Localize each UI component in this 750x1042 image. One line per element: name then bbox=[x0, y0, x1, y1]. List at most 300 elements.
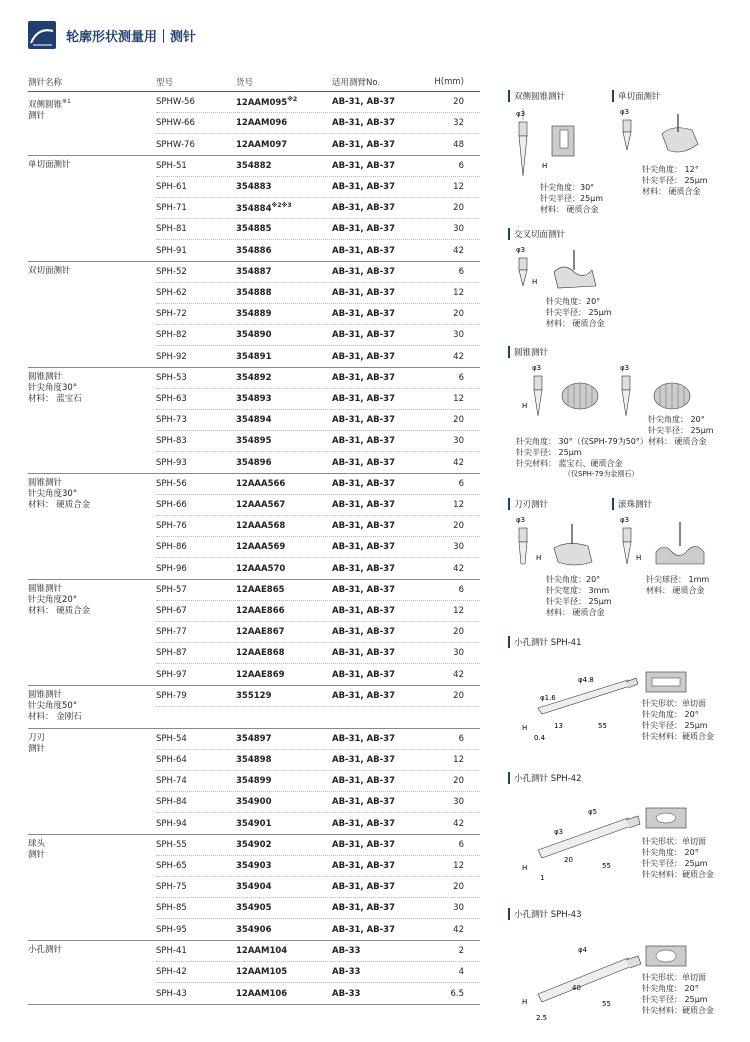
panel-knife-edge bbox=[508, 498, 618, 618]
table-row bbox=[156, 240, 480, 261]
cell-h bbox=[420, 415, 464, 425]
group-name-line: 针尖角度50° bbox=[28, 701, 78, 711]
dim-label: φ1.6 bbox=[540, 694, 556, 702]
col-arm: 适用测臂No. bbox=[332, 77, 381, 88]
cell-h-text: 6 bbox=[458, 161, 464, 171]
table-row bbox=[156, 813, 480, 834]
table-row bbox=[156, 877, 480, 898]
cell-model-text: SPH-86 bbox=[156, 542, 187, 552]
cell-code-text: 354886 bbox=[236, 245, 272, 256]
group-name bbox=[28, 941, 156, 1004]
cell-code bbox=[236, 627, 332, 637]
cell-arm bbox=[332, 309, 420, 319]
cell-code-text: 354883 bbox=[236, 182, 272, 192]
cell-model bbox=[156, 182, 236, 192]
spec-line: 针尖半径：25μm bbox=[540, 194, 604, 203]
cell-code-text: 354888 bbox=[236, 288, 272, 298]
cell-model bbox=[156, 224, 236, 234]
cell-model bbox=[156, 436, 236, 446]
cell-model-text: SPH-77 bbox=[156, 627, 187, 637]
cell-arm bbox=[332, 755, 420, 765]
group-name-line: 圆锥测针 bbox=[28, 372, 63, 382]
group-name bbox=[28, 686, 156, 728]
table-group bbox=[28, 262, 480, 368]
table-row bbox=[156, 643, 480, 664]
dim-label: φ4.8 bbox=[578, 676, 594, 684]
table-row bbox=[156, 983, 480, 1004]
cell-h-text: 48 bbox=[453, 139, 464, 150]
cell-h-text: 32 bbox=[453, 118, 464, 128]
cell-arm-text: AB-31, AB-37 bbox=[332, 309, 396, 319]
cell-code bbox=[236, 96, 332, 108]
cell-h bbox=[420, 309, 464, 319]
cell-arm bbox=[332, 542, 420, 552]
single-cut-stylus-icon bbox=[612, 104, 712, 162]
cell-arm-text: AB-31, AB-37 bbox=[332, 288, 396, 298]
cell-arm bbox=[332, 776, 420, 786]
cell-model-text: SPH-54 bbox=[156, 734, 187, 744]
cell-model bbox=[156, 542, 236, 552]
cross-cut-stylus-icon bbox=[508, 242, 608, 294]
table-row bbox=[156, 622, 480, 643]
table-row bbox=[156, 346, 480, 367]
table-row bbox=[156, 262, 480, 283]
cell-model bbox=[156, 925, 236, 935]
cell-model-text: SPH-55 bbox=[156, 840, 187, 850]
cell-arm-text: AB-31, AB-37 bbox=[332, 457, 396, 468]
cell-h bbox=[420, 734, 464, 744]
cell-model bbox=[156, 755, 236, 765]
cell-h bbox=[420, 246, 464, 256]
cell-model bbox=[156, 330, 236, 340]
cell-code-text: 354892 bbox=[236, 373, 272, 383]
cell-model-text: SPH-81 bbox=[156, 224, 187, 234]
dim-label: 40 bbox=[572, 984, 581, 992]
cell-code bbox=[236, 161, 332, 171]
table-row bbox=[156, 962, 480, 983]
cell-arm-text: AB-31, AB-37 bbox=[332, 691, 396, 701]
cell-h-text: 42 bbox=[453, 818, 464, 829]
spec-line: 针尖材料：硬质合金 bbox=[642, 732, 714, 741]
cell-arm bbox=[332, 670, 420, 680]
group-name-line: 圆锥测针 bbox=[28, 478, 63, 488]
cell-code-text: 354906 bbox=[236, 924, 272, 935]
cell-model-text: SPH-67 bbox=[156, 606, 187, 616]
spec-line: 针尖半径： 25μm bbox=[648, 426, 714, 435]
cell-h bbox=[420, 458, 464, 468]
panel-title: 圆锥测针 bbox=[508, 346, 738, 358]
cell-h bbox=[420, 670, 464, 680]
cell-model-text: SPHW-76 bbox=[156, 139, 195, 150]
double-cone-stylus-icon bbox=[508, 106, 588, 186]
dim-label: 55 bbox=[602, 862, 611, 870]
cell-model-text: SPHW-56 bbox=[156, 97, 195, 107]
cell-h-text: 12 bbox=[453, 861, 464, 871]
cell-arm bbox=[332, 500, 420, 510]
cell-code-text: 354899 bbox=[236, 776, 272, 786]
dim-label: 0.4 bbox=[534, 734, 546, 742]
cell-model bbox=[156, 840, 236, 850]
cell-h-text: 6 bbox=[458, 840, 464, 850]
cell-arm bbox=[332, 734, 420, 744]
cell-h bbox=[420, 224, 464, 234]
cell-model-text: SPH-96 bbox=[156, 563, 187, 574]
cell-arm bbox=[332, 330, 420, 340]
cell-h-text: 30 bbox=[453, 542, 464, 552]
cell-model bbox=[156, 352, 236, 362]
col-name: 测针名称 bbox=[28, 77, 63, 88]
table-row bbox=[156, 134, 480, 155]
cell-code bbox=[236, 288, 332, 298]
cell-arm-text: AB-31, AB-37 bbox=[332, 797, 396, 807]
cell-h bbox=[420, 925, 464, 935]
cell-arm bbox=[332, 564, 420, 574]
cell-code-text: 12AAE869 bbox=[236, 669, 285, 680]
cell-code-text: 354893 bbox=[236, 394, 272, 404]
spec-line: 针尖材料：硬质合金 bbox=[642, 1006, 714, 1015]
cell-h bbox=[420, 542, 464, 552]
group-name-line: 球头 bbox=[28, 839, 46, 849]
cell-h-text: 6 bbox=[458, 585, 464, 595]
cell-h-text: 30 bbox=[453, 797, 464, 807]
cell-h-text: 20 bbox=[453, 627, 464, 637]
cell-arm bbox=[332, 585, 420, 595]
cell-model bbox=[156, 479, 236, 489]
cell-arm bbox=[332, 627, 420, 637]
cell-arm-text: AB-31, AB-37 bbox=[332, 903, 396, 913]
cell-arm-text: AB-31, AB-37 bbox=[332, 373, 396, 383]
cell-arm bbox=[332, 352, 420, 362]
cell-code bbox=[236, 670, 332, 680]
cell-arm bbox=[332, 946, 420, 956]
cell-model bbox=[156, 140, 236, 150]
group-name-line: 刀刃 bbox=[28, 733, 46, 743]
cell-model-text: SPH-75 bbox=[156, 882, 187, 892]
cell-h bbox=[420, 521, 464, 531]
panel-single-cut bbox=[612, 90, 732, 197]
cell-arm-text: AB-31, AB-37 bbox=[332, 606, 396, 616]
cell-model-text: SPHW-66 bbox=[156, 118, 195, 128]
cell-h-text: 30 bbox=[453, 224, 464, 234]
cell-arm-text: AB-31, AB-37 bbox=[332, 585, 396, 595]
table-row bbox=[156, 304, 480, 325]
panel-sph42 bbox=[508, 772, 738, 886]
dim-dia: φ3 bbox=[516, 516, 526, 524]
cell-arm bbox=[332, 373, 420, 383]
cell-code bbox=[236, 373, 332, 383]
cell-code bbox=[236, 776, 332, 786]
cell-arm bbox=[332, 521, 420, 531]
cell-code-text: 354891 bbox=[236, 351, 272, 362]
cell-arm-text: AB-31, AB-37 bbox=[332, 203, 396, 213]
table-row bbox=[156, 219, 480, 240]
cell-code-text: 12AAE866 bbox=[236, 606, 285, 616]
spec-line: 针尖角度： 20° bbox=[648, 415, 705, 424]
table-row bbox=[156, 707, 480, 728]
cell-h-text: 12 bbox=[453, 755, 464, 765]
table-row bbox=[156, 835, 480, 856]
spec-line: 针尖角度： 20° bbox=[642, 984, 699, 993]
cell-arm bbox=[332, 97, 420, 107]
cell-arm-text: AB-31, AB-37 bbox=[332, 648, 396, 658]
cell-code bbox=[236, 267, 332, 277]
cell-arm bbox=[332, 606, 420, 616]
cell-h bbox=[420, 946, 464, 956]
cell-model bbox=[156, 500, 236, 510]
cell-code-text: 354882 bbox=[236, 161, 272, 171]
cell-h-text: 20 bbox=[453, 203, 464, 213]
cell-arm-text: AB-31, AB-37 bbox=[332, 840, 396, 850]
cell-h bbox=[420, 585, 464, 595]
cell-model-text: SPH-64 bbox=[156, 755, 187, 765]
cell-arm-text: AB-31, AB-37 bbox=[332, 627, 396, 637]
cell-arm-text: AB-33 bbox=[332, 988, 361, 999]
cell-arm bbox=[332, 118, 420, 128]
cell-model-text: SPH-74 bbox=[156, 776, 187, 786]
dim-h: H bbox=[542, 162, 548, 170]
cell-code-text: 12AAE865 bbox=[236, 585, 285, 595]
panel-title: 小孔测针 SPH-42 bbox=[508, 772, 738, 784]
cell-arm bbox=[332, 479, 420, 489]
cell-model-text: SPH-61 bbox=[156, 182, 187, 192]
cell-model bbox=[156, 267, 236, 277]
cell-code bbox=[236, 585, 332, 595]
cell-h bbox=[420, 755, 464, 765]
cell-arm bbox=[332, 925, 420, 935]
cell-arm-text: AB-31, AB-37 bbox=[332, 479, 396, 489]
cell-arm bbox=[332, 415, 420, 425]
cell-model-text: SPH-52 bbox=[156, 267, 187, 277]
group-name-line: 针尖角度20° bbox=[28, 595, 78, 605]
cell-code bbox=[236, 202, 332, 214]
spec-line: 针尖材料：硬质合金 bbox=[642, 870, 714, 879]
cell-arm bbox=[332, 903, 420, 913]
group-name bbox=[28, 729, 156, 834]
group-name bbox=[28, 474, 156, 579]
spec-line: 针尖角度：20° bbox=[546, 297, 601, 306]
cell-code bbox=[236, 246, 332, 256]
cell-model bbox=[156, 606, 236, 616]
cell-model bbox=[156, 670, 236, 680]
cell-arm-text: AB-31, AB-37 bbox=[332, 267, 396, 277]
cell-code bbox=[236, 925, 332, 935]
cell-code-text: 12AAM106 bbox=[236, 988, 288, 999]
cell-code bbox=[236, 946, 332, 956]
group-name-line: 针尖角度30° bbox=[28, 489, 78, 499]
spec-line: 针尖形状：单切面 bbox=[642, 973, 706, 982]
cell-model bbox=[156, 161, 236, 171]
cell-code-text: 354902 bbox=[236, 840, 272, 850]
cell-code bbox=[236, 861, 332, 871]
table-row bbox=[156, 368, 480, 389]
spec-line: 针尖角度： 12° bbox=[642, 165, 699, 174]
stylus-table bbox=[28, 72, 480, 1005]
cell-h bbox=[420, 288, 464, 298]
cell-h bbox=[420, 500, 464, 510]
dim-label: H bbox=[522, 998, 528, 1006]
cell-h bbox=[420, 330, 464, 340]
cell-code bbox=[236, 691, 332, 701]
cell-model bbox=[156, 415, 236, 425]
table-row bbox=[156, 686, 480, 707]
cell-arm bbox=[332, 267, 420, 277]
panel-sph41 bbox=[508, 636, 738, 746]
cell-code-text: 12AAA567 bbox=[236, 500, 286, 510]
cell-code bbox=[236, 458, 332, 468]
panel-ball bbox=[612, 498, 740, 596]
dim-h: H bbox=[522, 402, 528, 410]
group-name-line: 针尖角度30° bbox=[28, 383, 78, 393]
cell-h-text: 30 bbox=[453, 436, 464, 446]
spec-line: 针尖半径： 25μm bbox=[642, 995, 708, 1004]
cell-code bbox=[236, 606, 332, 616]
cell-model-text: SPH-91 bbox=[156, 245, 187, 256]
cell-h bbox=[420, 140, 464, 150]
spec-line: 针尖半径： 25μm bbox=[642, 721, 708, 730]
cell-model bbox=[156, 97, 236, 107]
table-group bbox=[28, 156, 480, 262]
cell-code-text: 355129 bbox=[236, 691, 272, 701]
cell-code-text: 12AAE867 bbox=[236, 627, 285, 637]
cell-model-text: SPH-92 bbox=[156, 351, 187, 362]
cell-arm-text: AB-31, AB-37 bbox=[332, 415, 396, 425]
table-row bbox=[156, 283, 480, 304]
cell-model bbox=[156, 309, 236, 319]
cell-h bbox=[420, 436, 464, 446]
cell-h bbox=[420, 161, 464, 171]
cell-model-text: SPH-85 bbox=[156, 903, 187, 913]
cell-code bbox=[236, 564, 332, 574]
cell-h-text: 12 bbox=[453, 288, 464, 298]
cell-model bbox=[156, 458, 236, 468]
spec-line: 材料： 硬质合金 bbox=[642, 187, 701, 196]
panel-title: 交叉切面测针 bbox=[508, 228, 628, 240]
cell-arm bbox=[332, 394, 420, 404]
cell-arm bbox=[332, 989, 420, 999]
cell-model-text: SPH-42 bbox=[156, 967, 187, 977]
dim-label: 20 bbox=[564, 856, 573, 864]
table-header bbox=[28, 72, 480, 92]
table-row bbox=[156, 474, 480, 495]
cell-model-text: SPH-83 bbox=[156, 436, 187, 446]
cell-model-text: SPH-51 bbox=[156, 161, 187, 171]
cell-code-text: 354900 bbox=[236, 797, 272, 807]
cell-model bbox=[156, 734, 236, 744]
cell-h bbox=[420, 606, 464, 616]
dim-h: H bbox=[532, 278, 538, 286]
cell-code bbox=[236, 967, 332, 977]
panel-cross-cut bbox=[508, 228, 628, 329]
cell-h bbox=[420, 118, 464, 128]
cell-model bbox=[156, 246, 236, 256]
cell-arm bbox=[332, 203, 420, 213]
cell-h-text: 6.5 bbox=[450, 988, 464, 999]
spec-line: 针尖角度：30° bbox=[540, 183, 595, 192]
page-header bbox=[28, 20, 196, 50]
cell-arm-text: AB-31, AB-37 bbox=[332, 139, 396, 150]
cell-model-text: SPH-72 bbox=[156, 309, 187, 319]
cell-model-text: SPH-94 bbox=[156, 818, 187, 829]
cell-h-text: 6 bbox=[458, 734, 464, 744]
spec-line: 针尖角度： 20° bbox=[642, 848, 699, 857]
table-row bbox=[156, 537, 480, 558]
cell-code-text: 354903 bbox=[236, 861, 272, 871]
ball-stylus-icon bbox=[612, 512, 722, 572]
table-row bbox=[156, 389, 480, 410]
table-row bbox=[156, 495, 480, 516]
cell-h-text: 42 bbox=[453, 563, 464, 574]
cell-arm-text: AB-31, AB-37 bbox=[332, 734, 396, 744]
group-name-line: 双切面测针 bbox=[28, 266, 71, 276]
group-name bbox=[28, 835, 156, 940]
cell-code-text: 12AAM095 bbox=[236, 97, 288, 108]
cell-arm bbox=[332, 797, 420, 807]
cell-h bbox=[420, 564, 464, 574]
panel-title: 单切面测针 bbox=[612, 90, 732, 102]
cell-model-text: SPH-63 bbox=[156, 394, 187, 404]
cell-code bbox=[236, 882, 332, 892]
cell-arm bbox=[332, 882, 420, 892]
knife-edge-stylus-icon bbox=[508, 512, 608, 572]
panel-title: 小孔测针 SPH-41 bbox=[508, 636, 738, 648]
cell-h-text: 12 bbox=[453, 500, 464, 510]
cell-h-text: 20 bbox=[453, 776, 464, 786]
cell-code bbox=[236, 182, 332, 192]
cell-arm-text: AB-31, AB-37 bbox=[332, 818, 396, 829]
cell-model bbox=[156, 776, 236, 786]
cell-code bbox=[236, 394, 332, 404]
panel-cone bbox=[508, 346, 738, 478]
cell-h-text: 6 bbox=[458, 267, 464, 277]
cell-model-text: SPH-84 bbox=[156, 797, 187, 807]
group-name-line: 圆锥测针 bbox=[28, 690, 63, 700]
cell-h bbox=[420, 903, 464, 913]
table-row bbox=[156, 729, 480, 750]
cell-model bbox=[156, 373, 236, 383]
group-name-line-wrap bbox=[28, 96, 156, 111]
cell-code bbox=[236, 436, 332, 446]
cell-h bbox=[420, 882, 464, 892]
cell-model bbox=[156, 203, 236, 213]
cell-code bbox=[236, 352, 332, 362]
spec-line: 针尖半径： 25μm bbox=[642, 859, 708, 868]
cell-arm-text: AB-31, AB-37 bbox=[332, 669, 396, 680]
cell-code bbox=[236, 118, 332, 128]
spec-line: 材料： 硬质合金 bbox=[546, 319, 605, 328]
brand-logo-icon bbox=[28, 21, 56, 49]
table-row bbox=[156, 580, 480, 601]
cell-code bbox=[236, 309, 332, 319]
cell-h bbox=[420, 776, 464, 786]
cell-code-text: 12AAA568 bbox=[236, 521, 286, 531]
cell-h-text: 20 bbox=[453, 691, 464, 701]
cell-arm bbox=[332, 246, 420, 256]
cell-model-text: SPH-71 bbox=[156, 203, 187, 213]
cell-code-text: 12AAA569 bbox=[236, 542, 286, 552]
dim-h: H bbox=[636, 554, 642, 562]
table-row bbox=[156, 941, 480, 962]
cell-code-text: 354901 bbox=[236, 818, 272, 829]
cell-model bbox=[156, 648, 236, 658]
cell-arm bbox=[332, 436, 420, 446]
panel-title: 双侧圆锥测针 bbox=[508, 90, 618, 102]
cell-h bbox=[420, 203, 464, 213]
cell-arm-text: AB-31, AB-37 bbox=[332, 776, 396, 786]
col-h: H(mm) bbox=[434, 76, 464, 87]
cell-code-text: 12AAA570 bbox=[236, 563, 286, 574]
cell-h-text: 30 bbox=[453, 330, 464, 340]
table-row bbox=[156, 919, 480, 940]
